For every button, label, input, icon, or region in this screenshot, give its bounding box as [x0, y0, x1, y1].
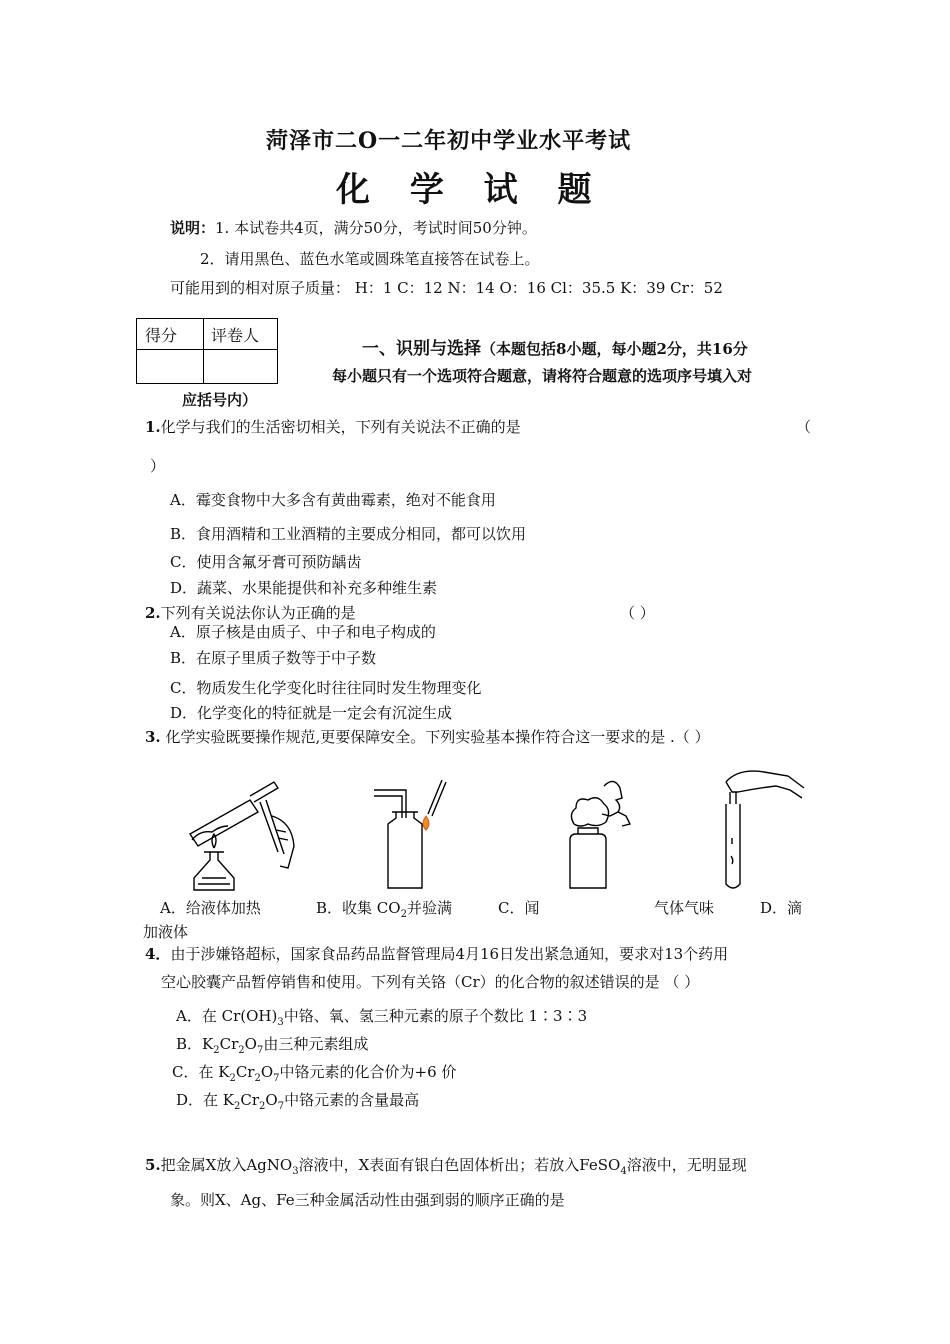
exam-title: 菏泽市二O一二年初中学业水平考试: [266, 128, 632, 154]
formula-part: O: [244, 1035, 257, 1053]
smelling-gas-figure: [560, 776, 640, 894]
q4-option-b-post: 由三种元素组成: [263, 1035, 369, 1053]
q4-option-b: [176, 1034, 368, 1054]
q2-option-b: B．在原子里质子数等于中子数: [170, 649, 377, 667]
formula-sub: 2: [259, 1101, 266, 1112]
q1-paren-close: ）: [150, 457, 166, 475]
heating-liquid-figure: [180, 782, 300, 894]
section-1-heading-line: [362, 338, 748, 360]
q5-stem-1: [145, 1155, 747, 1175]
q2-stem: [145, 603, 356, 623]
subject-title: 化 学 试 题: [336, 170, 606, 210]
score-header: 得分: [145, 326, 178, 345]
formula-sub: 7: [256, 1045, 264, 1056]
q4-option-c-post: 中铬元素的化合价为+6 价: [279, 1063, 457, 1081]
q5-number: 5.: [145, 1156, 161, 1174]
section-1-note-2: 每小题只有一个选项符合题意，请将符合题意的选项序号填入对: [332, 367, 753, 385]
formula-part: Cr: [235, 1063, 255, 1081]
section-1-note: （本题包括8小题，每小题2分，共16分: [481, 340, 748, 358]
q1-option-c: C．使用含氟牙膏可预防龋齿: [170, 553, 362, 571]
formula-sub: 7: [273, 1073, 280, 1084]
formula-part: O: [265, 1091, 278, 1109]
q3-paren: （ ）: [674, 728, 710, 746]
formula-sub: 2: [238, 1045, 245, 1056]
q4-number: 4．: [145, 945, 171, 963]
q3-number: 3.: [145, 728, 161, 746]
q2-paren: （ ）: [620, 604, 655, 622]
q5-stem-2: 象。则X、Ag、Fe三种金属活动性由强到弱的顺序正确的是: [170, 1191, 565, 1209]
q4-option-a-sub: 3: [277, 1017, 284, 1028]
q3-dot: .: [670, 728, 675, 746]
q1-option-a: A．霉变食物中大多含有黄曲霉素，绝对不能食用: [170, 491, 496, 509]
q4-option-c: [172, 1062, 456, 1082]
q1-option-b: B．食用酒精和工业酒精的主要成分相同，都可以饮用: [170, 525, 527, 543]
score-table: [136, 318, 278, 384]
instruction-item-1: 1. 本试卷共4页，满分50分，考试时间50分钟。: [215, 219, 537, 237]
instruction-line-1: [170, 218, 537, 238]
q3-stem: [145, 727, 710, 747]
dropping-liquid-figure: [718, 768, 810, 894]
formula-part: D．在 K: [176, 1091, 235, 1109]
q5-text-part: 把金属X放入AgNO: [160, 1156, 293, 1174]
section-1-heading: 一、识别与选择: [362, 339, 481, 359]
q2-text: 下列有关说法你认为正确的是: [160, 604, 356, 622]
q1-paren-open: （: [796, 418, 812, 436]
q3-option-b-pre: B．收集 CO: [316, 899, 401, 917]
q1-stem: [145, 417, 521, 437]
q3-option-c-part2: 气体气味: [654, 899, 715, 917]
atomic-mass-line: 可能用到的相对原子质量： H：1 C：12 N：14 O：16 Cl：35.5 K：39 Cr：52: [170, 279, 723, 297]
q3-option-c-part1: C．闻: [498, 899, 540, 917]
q4-text-1: 由于涉嫌铬超标，国家食品药品监督管理局4月16日发出紧急通知，要求对13个药用: [170, 945, 729, 963]
formula-part: O: [260, 1063, 274, 1081]
q2-option-a: A．原子核是由质子、中子和电子构成的: [170, 623, 436, 641]
q4-option-d-post: 中铬元素的含量最高: [284, 1091, 420, 1109]
formula-part: Cr: [219, 1035, 239, 1053]
q3-option-d-part2: 加液体: [143, 923, 189, 941]
q3-option-a: A．给液体加热: [160, 899, 261, 917]
formula-part: C．在 K: [172, 1063, 230, 1081]
q3-option-b-post: 并验满: [406, 899, 452, 917]
formula-part: B．K: [176, 1035, 214, 1053]
q4-stem-2: [161, 972, 699, 992]
q2-option-d: D．化学变化的特征就是一定会有沉淀生成: [170, 704, 453, 722]
q4-stem-1: [145, 944, 728, 964]
formula-sub: 2: [234, 1101, 241, 1112]
formula-sub: 7: [277, 1101, 285, 1112]
table-divider: [137, 349, 277, 350]
q1-number: 1.: [145, 418, 161, 436]
section-1-note-3: 应括号内）: [182, 391, 258, 409]
q2-option-c: C．物质发生化学变化时往往同时发生物理变化: [170, 679, 482, 697]
q5-text-part: 溶液中，无明显现: [626, 1156, 747, 1174]
q4-text-2: 空心胶囊产品暂停销售和使用。下列有关铬（Cr）的化合物的叙述错误的是: [161, 973, 660, 991]
q3-text: 化学实验既要操作规范,更要保障安全。下列实验基本操作符合这一要求的是: [165, 728, 666, 746]
formula-sub: 2: [229, 1073, 236, 1084]
formula-sub: 3: [292, 1166, 299, 1177]
grader-header: 评卷人: [211, 326, 260, 345]
q5-text-part: 溶液中，X表面有银白色固体析出；若放入FeSO: [298, 1156, 621, 1174]
table-divider: [203, 319, 204, 383]
instruction-label: 说明：: [170, 219, 216, 237]
q1-text: 化学与我们的生活密切相关，下列有关说法不正确的是: [160, 418, 521, 436]
q4-option-a-pre: A．在 Cr(OH): [176, 1007, 278, 1025]
formula-part: Cr: [240, 1091, 260, 1109]
formula-sub: 2: [254, 1073, 261, 1084]
q3-option-b-sub: 2: [400, 909, 407, 920]
formula-sub: 4: [620, 1166, 627, 1177]
instruction-item-2: 2．请用黑色、蓝色水笔或圆珠笔直接答在试卷上。: [200, 250, 540, 268]
q1-option-d: D．蔬菜、水果能提供和补充多种维生素: [170, 579, 438, 597]
co2-collection-figure: [368, 776, 458, 894]
q4-option-a: [176, 1006, 587, 1026]
formula-sub: 2: [213, 1045, 220, 1056]
q3-option-d-part1: D．滴: [760, 899, 803, 917]
q3-option-b: [316, 898, 452, 918]
q4-option-d: [176, 1090, 419, 1110]
q4-paren: （ ）: [664, 973, 700, 991]
q4-option-a-post: 中铬、氧、氢三种元素的原子个数比 1∶3∶3: [283, 1007, 588, 1025]
q2-number: 2.: [145, 604, 161, 622]
